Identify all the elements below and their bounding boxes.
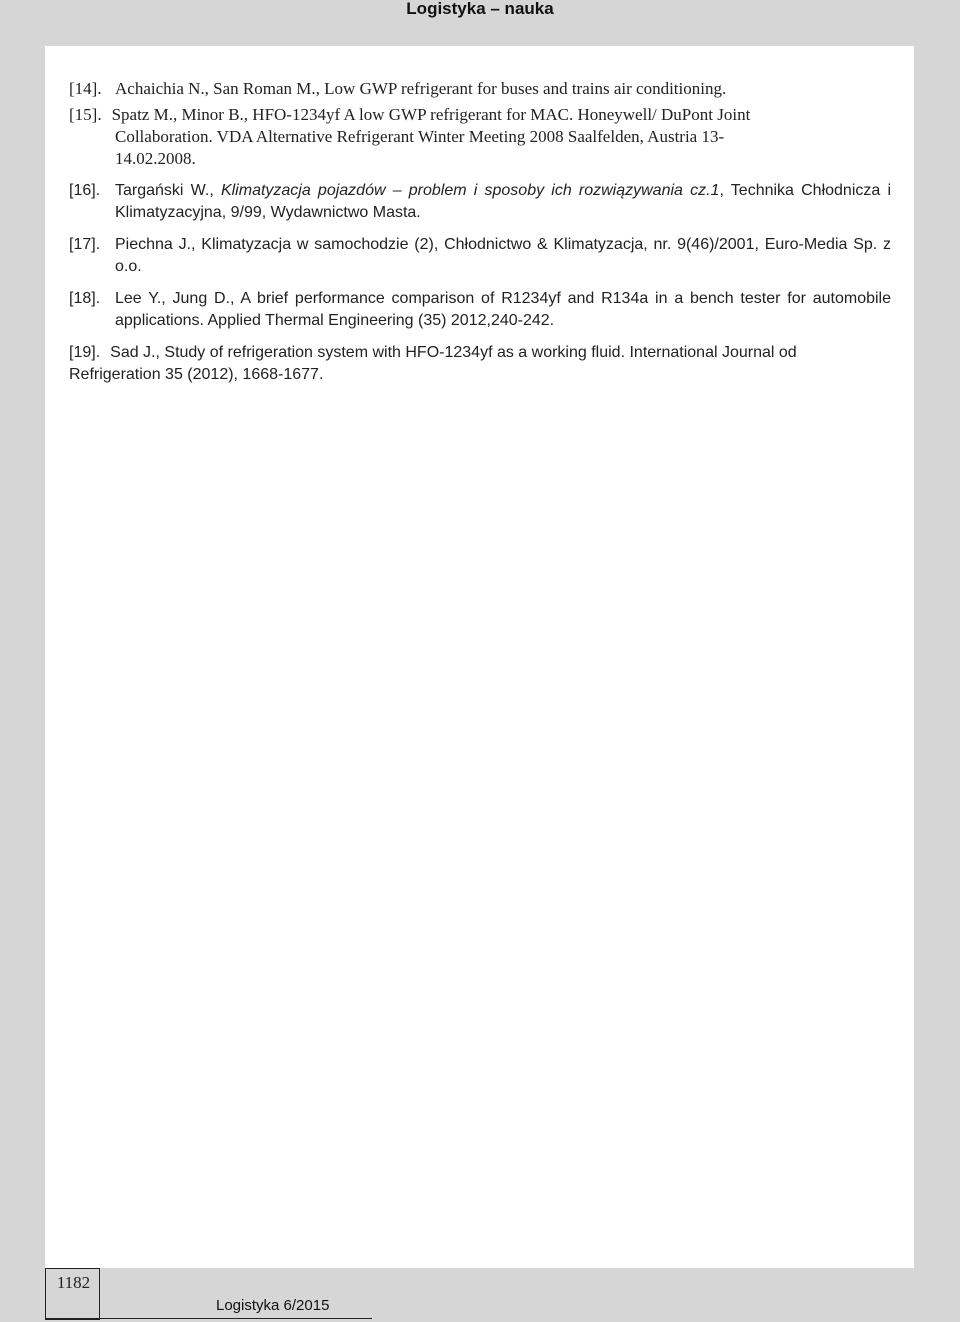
reference-text: Lee Y., Jung D., A brief performance comparison of R1234yf and R134a in a bench tester for automobile applications. Applied Thermal Engineering (35) 2012,240-242. xyxy=(115,290,891,329)
reference-text: Achaichia N., San Roman M., Low GWP refrigerant for buses and trains air conditioning. xyxy=(115,79,727,98)
reference-text-line: Sad J., Study of refrigeration system with HFO-1234yf as a working fluid. International Journal od xyxy=(110,344,797,361)
reference-text-line: 14.02.2008. xyxy=(115,149,196,168)
reference-text-line: Refrigeration 35 (2012), 1668-1677. xyxy=(69,366,324,383)
reference-title: Klimatyzacja pojazdów – problem i sposoby ich rozwiązywania cz.1 xyxy=(220,182,720,199)
reference-number: [18]. xyxy=(69,290,101,307)
reference-text: Piechna J., Klimatyzacja w samochodzie (2), Chłodnictwo & Klimatyzacja, nr. 9(46)/2001, Euro-Media Sp. z o.o. xyxy=(115,236,891,275)
reference-item xyxy=(69,288,891,332)
reference-text-line: Collaboration. VDA Alternative Refrigerant Winter Meeting 2008 Saalfelden, Austria 13- xyxy=(115,127,725,146)
reference-author: Targański W., xyxy=(115,182,214,199)
footer-rule xyxy=(45,1318,372,1319)
reference-item xyxy=(69,234,891,278)
reference-text-line: Spatz M., Minor B., HFO-1234yf A low GWP refrigerant for MAC. Honeywell/ DuPont Joint xyxy=(111,105,751,124)
reference-number: [17]. xyxy=(69,236,101,253)
reference-text: , Technika Chłodnicza i Klimatyzacyjna, 9/99, Wydawnictwo Masta. xyxy=(115,182,892,221)
reference-item xyxy=(69,180,891,224)
page-number-box xyxy=(45,1268,100,1320)
reference-number: [19]. xyxy=(69,344,101,361)
reference-item xyxy=(69,104,891,170)
running-header: Logistyka – nauka xyxy=(406,0,554,18)
reference-number: [14]. xyxy=(69,79,102,98)
reference-item xyxy=(69,78,891,100)
reference-list xyxy=(69,78,891,396)
footer-journal-issue: Logistyka 6/2015 xyxy=(216,1297,330,1314)
page-number: 1182 xyxy=(56,1273,91,1292)
reference-number: [15]. xyxy=(69,105,102,124)
reference-number: [16]. xyxy=(69,182,101,199)
document-page xyxy=(45,46,914,1268)
reference-item xyxy=(69,342,891,386)
